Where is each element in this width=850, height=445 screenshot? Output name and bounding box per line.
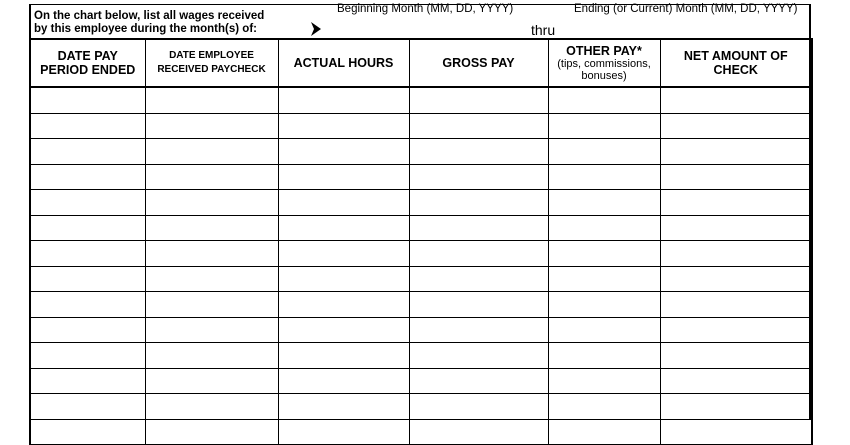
date-employee-received-paycheck-input[interactable] [146, 394, 278, 419]
other-pay-input[interactable] [549, 394, 660, 419]
gross-pay-input[interactable] [410, 114, 548, 139]
net-amount-of-check-input[interactable] [661, 190, 812, 215]
gross-pay-input[interactable] [410, 216, 548, 241]
cell-net-amount-of-check [660, 419, 812, 445]
other-pay-input[interactable] [549, 420, 660, 445]
table-row [30, 215, 812, 241]
cell-actual-hours [278, 241, 409, 267]
table-row [30, 419, 812, 445]
col-header-net-amount-of-check [660, 39, 812, 87]
col-header-line: DATE EMPLOYEE [169, 50, 254, 61]
cell-date-employee-received-paycheck [145, 113, 278, 139]
cell-gross-pay [409, 368, 548, 394]
col-header-other-pay [548, 39, 660, 87]
cell-other-pay [548, 394, 660, 420]
cell-date-employee-received-paycheck [145, 190, 278, 216]
cell-actual-hours [278, 190, 409, 216]
cell-net-amount-of-check [660, 317, 812, 343]
cell-actual-hours [278, 215, 409, 241]
ending-month-input[interactable] [569, 20, 805, 38]
cell-actual-hours [278, 164, 409, 190]
cell-date-pay-period-ended [30, 215, 145, 241]
net-amount-of-check-input[interactable] [661, 267, 812, 292]
cell-other-pay [548, 292, 660, 318]
gross-pay-input[interactable] [410, 369, 548, 394]
cell-actual-hours [278, 139, 409, 165]
cell-date-pay-period-ended [30, 266, 145, 292]
table-header-row [30, 39, 812, 87]
date-pay-period-ended-input[interactable] [31, 267, 145, 292]
cell-other-pay [548, 113, 660, 139]
col-header-line: GROSS PAY [442, 56, 515, 70]
table-row [30, 292, 812, 318]
actual-hours-input[interactable] [279, 139, 409, 164]
net-amount-of-check-input[interactable] [661, 88, 812, 113]
cell-gross-pay [409, 113, 548, 139]
col-header-line: ACTUAL HOURS [293, 56, 394, 70]
actual-hours-input[interactable] [279, 292, 409, 317]
col-header-subline: bonuses) [581, 70, 627, 82]
thru-label: thru [531, 22, 556, 38]
other-pay-input[interactable] [549, 165, 660, 190]
cell-gross-pay [409, 317, 548, 343]
date-employee-received-paycheck-input[interactable] [146, 216, 278, 241]
cell-net-amount-of-check [660, 215, 812, 241]
date-pay-period-ended-input[interactable] [31, 318, 145, 343]
gross-pay-input[interactable] [410, 267, 548, 292]
other-pay-input[interactable] [549, 369, 660, 394]
cell-date-employee-received-paycheck [145, 87, 278, 113]
cell-date-employee-received-paycheck [145, 215, 278, 241]
cell-gross-pay [409, 87, 548, 113]
cell-net-amount-of-check [660, 292, 812, 318]
cell-actual-hours [278, 368, 409, 394]
actual-hours-input[interactable] [279, 343, 409, 368]
actual-hours-input[interactable] [279, 216, 409, 241]
cell-date-employee-received-paycheck [145, 139, 278, 165]
table-row [30, 113, 812, 139]
cell-gross-pay [409, 164, 548, 190]
cell-date-pay-period-ended [30, 343, 145, 369]
actual-hours-input[interactable] [279, 420, 409, 445]
cell-actual-hours [278, 419, 409, 445]
cell-gross-pay [409, 241, 548, 267]
table-row [30, 87, 812, 113]
cell-date-pay-period-ended [30, 87, 145, 113]
gross-pay-input[interactable] [410, 165, 548, 190]
col-header-date-employee-received-paycheck [145, 39, 278, 87]
beginning-month-input[interactable] [333, 20, 523, 38]
net-amount-of-check-input[interactable] [661, 241, 812, 266]
actual-hours-input[interactable] [279, 267, 409, 292]
other-pay-input[interactable] [549, 88, 660, 113]
other-pay-input[interactable] [549, 318, 660, 343]
table-row [30, 190, 812, 216]
actual-hours-input[interactable] [279, 394, 409, 419]
cell-gross-pay [409, 215, 548, 241]
cell-date-employee-received-paycheck [145, 419, 278, 445]
date-pay-period-ended-input[interactable] [31, 369, 145, 394]
cell-gross-pay [409, 394, 548, 420]
cell-net-amount-of-check [660, 266, 812, 292]
arrow-right-icon [310, 21, 322, 37]
cell-actual-hours [278, 317, 409, 343]
cell-other-pay [548, 164, 660, 190]
date-pay-period-ended-input[interactable] [31, 292, 145, 317]
date-employee-received-paycheck-input[interactable] [146, 190, 278, 215]
cell-actual-hours [278, 394, 409, 420]
net-amount-of-check-input[interactable] [661, 369, 812, 394]
actual-hours-input[interactable] [279, 114, 409, 139]
cell-date-employee-received-paycheck [145, 292, 278, 318]
cell-gross-pay [409, 190, 548, 216]
table-row [30, 368, 812, 394]
actual-hours-input[interactable] [279, 88, 409, 113]
ending-month-label: Ending (or Current) Month (MM, DD, YYYY) [574, 3, 798, 15]
cell-date-pay-period-ended [30, 317, 145, 343]
other-pay-input[interactable] [549, 267, 660, 292]
cell-net-amount-of-check [660, 87, 812, 113]
date-pay-period-ended-input[interactable] [31, 343, 145, 368]
beginning-month-label: Beginning Month (MM, DD, YYYY) [337, 3, 514, 15]
cell-date-pay-period-ended [30, 164, 145, 190]
cell-gross-pay [409, 266, 548, 292]
table-body [30, 87, 812, 445]
cell-actual-hours [278, 87, 409, 113]
gross-pay-input[interactable] [410, 190, 548, 215]
col-header-line: NET AMOUNT OF [683, 49, 788, 63]
col-header-line: RECEIVED PAYCHECK [157, 64, 266, 75]
col-header-gross-pay [409, 39, 548, 87]
date-employee-received-paycheck-input[interactable] [146, 165, 278, 190]
col-header-line: OTHER PAY* [566, 44, 642, 58]
cell-net-amount-of-check [660, 394, 812, 420]
cell-actual-hours [278, 343, 409, 369]
table-row [30, 317, 812, 343]
instructions-line-2: by this employee during the month(s) of: [34, 23, 257, 35]
cell-date-pay-period-ended [30, 292, 145, 318]
table-row [30, 266, 812, 292]
other-pay-input[interactable] [549, 343, 660, 368]
date-employee-received-paycheck-input[interactable] [146, 88, 278, 113]
instructions-line-1: On the chart below, list all wages received [34, 10, 265, 22]
date-employee-received-paycheck-input[interactable] [146, 114, 278, 139]
cell-gross-pay [409, 139, 548, 165]
cell-date-employee-received-paycheck [145, 368, 278, 394]
net-amount-of-check-input[interactable] [661, 139, 812, 164]
other-pay-input[interactable] [549, 190, 660, 215]
cell-other-pay [548, 241, 660, 267]
gross-pay-input[interactable] [410, 394, 548, 419]
gross-pay-input[interactable] [410, 292, 548, 317]
cell-net-amount-of-check [660, 164, 812, 190]
cell-other-pay [548, 419, 660, 445]
net-amount-of-check-input[interactable] [661, 420, 812, 445]
cell-other-pay [548, 190, 660, 216]
col-header-actual-hours [278, 39, 409, 87]
gross-pay-input[interactable] [410, 343, 548, 368]
cell-other-pay [548, 343, 660, 369]
cell-date-pay-period-ended [30, 394, 145, 420]
cell-gross-pay [409, 343, 548, 369]
date-employee-received-paycheck-input[interactable] [146, 139, 278, 164]
cell-actual-hours [278, 266, 409, 292]
cell-other-pay [548, 139, 660, 165]
net-amount-of-check-input[interactable] [661, 292, 812, 317]
date-employee-received-paycheck-input[interactable] [146, 343, 278, 368]
date-pay-period-ended-input[interactable] [31, 241, 145, 266]
cell-date-employee-received-paycheck [145, 164, 278, 190]
actual-hours-input[interactable] [279, 318, 409, 343]
other-pay-input[interactable] [549, 139, 660, 164]
net-amount-of-check-input[interactable] [661, 394, 812, 419]
gross-pay-input[interactable] [410, 241, 548, 266]
cell-date-pay-period-ended [30, 241, 145, 267]
gross-pay-input[interactable] [410, 318, 548, 343]
cell-date-pay-period-ended [30, 113, 145, 139]
cell-date-employee-received-paycheck [145, 241, 278, 267]
date-pay-period-ended-input[interactable] [31, 114, 145, 139]
actual-hours-input[interactable] [279, 165, 409, 190]
cell-date-pay-period-ended [30, 139, 145, 165]
cell-date-pay-period-ended [30, 419, 145, 445]
table-row [30, 343, 812, 369]
date-employee-received-paycheck-input[interactable] [146, 369, 278, 394]
net-amount-of-check-input[interactable] [661, 216, 812, 241]
other-pay-input[interactable] [549, 216, 660, 241]
net-amount-of-check-input[interactable] [661, 343, 812, 368]
cell-actual-hours [278, 292, 409, 318]
cell-other-pay [548, 87, 660, 113]
net-amount-of-check-input[interactable] [661, 318, 812, 343]
gross-pay-input[interactable] [410, 139, 548, 164]
date-pay-period-ended-input[interactable] [31, 139, 145, 164]
cell-other-pay [548, 368, 660, 394]
date-employee-received-paycheck-input[interactable] [146, 318, 278, 343]
cell-date-employee-received-paycheck [145, 317, 278, 343]
cell-gross-pay [409, 292, 548, 318]
cell-net-amount-of-check [660, 368, 812, 394]
other-pay-input[interactable] [549, 292, 660, 317]
gross-pay-input[interactable] [410, 420, 548, 445]
cell-gross-pay [409, 419, 548, 445]
col-header-subline: (tips, commissions, [557, 58, 651, 70]
cell-date-pay-period-ended [30, 368, 145, 394]
col-header-date-pay-period-ended [30, 39, 145, 87]
col-header-line: CHECK [713, 63, 758, 77]
cell-date-pay-period-ended [30, 190, 145, 216]
wages-table [29, 38, 813, 445]
cell-net-amount-of-check [660, 190, 812, 216]
other-pay-input[interactable] [549, 241, 660, 266]
cell-net-amount-of-check [660, 343, 812, 369]
cell-other-pay [548, 215, 660, 241]
date-pay-period-ended-input[interactable] [31, 394, 145, 419]
cell-net-amount-of-check [660, 113, 812, 139]
table-row [30, 139, 812, 165]
date-pay-period-ended-input[interactable] [31, 190, 145, 215]
cell-other-pay [548, 266, 660, 292]
cell-other-pay [548, 317, 660, 343]
actual-hours-input[interactable] [279, 190, 409, 215]
date-employee-received-paycheck-input[interactable] [146, 420, 278, 445]
table-row [30, 241, 812, 267]
col-header-line: DATE PAY [57, 49, 118, 63]
date-pay-period-ended-input[interactable] [31, 165, 145, 190]
date-employee-received-paycheck-input[interactable] [146, 267, 278, 292]
col-header-line: PERIOD ENDED [40, 63, 136, 77]
cell-net-amount-of-check [660, 241, 812, 267]
date-pay-period-ended-input[interactable] [31, 88, 145, 113]
cell-net-amount-of-check [660, 139, 812, 165]
date-pay-period-ended-input[interactable] [31, 420, 145, 445]
date-employee-received-paycheck-input[interactable] [146, 241, 278, 266]
actual-hours-input[interactable] [279, 369, 409, 394]
cell-date-employee-received-paycheck [145, 343, 278, 369]
table-row [30, 164, 812, 190]
date-pay-period-ended-input[interactable] [31, 216, 145, 241]
table-row [30, 394, 812, 420]
form-instructions [34, 10, 264, 36]
net-amount-of-check-input[interactable] [661, 165, 812, 190]
net-amount-of-check-input[interactable] [661, 114, 812, 139]
other-pay-input[interactable] [549, 114, 660, 139]
actual-hours-input[interactable] [279, 241, 409, 266]
cell-date-employee-received-paycheck [145, 394, 278, 420]
wage-form [29, 0, 811, 419]
cell-date-employee-received-paycheck [145, 266, 278, 292]
cell-actual-hours [278, 113, 409, 139]
gross-pay-input[interactable] [410, 88, 548, 113]
date-employee-received-paycheck-input[interactable] [146, 292, 278, 317]
